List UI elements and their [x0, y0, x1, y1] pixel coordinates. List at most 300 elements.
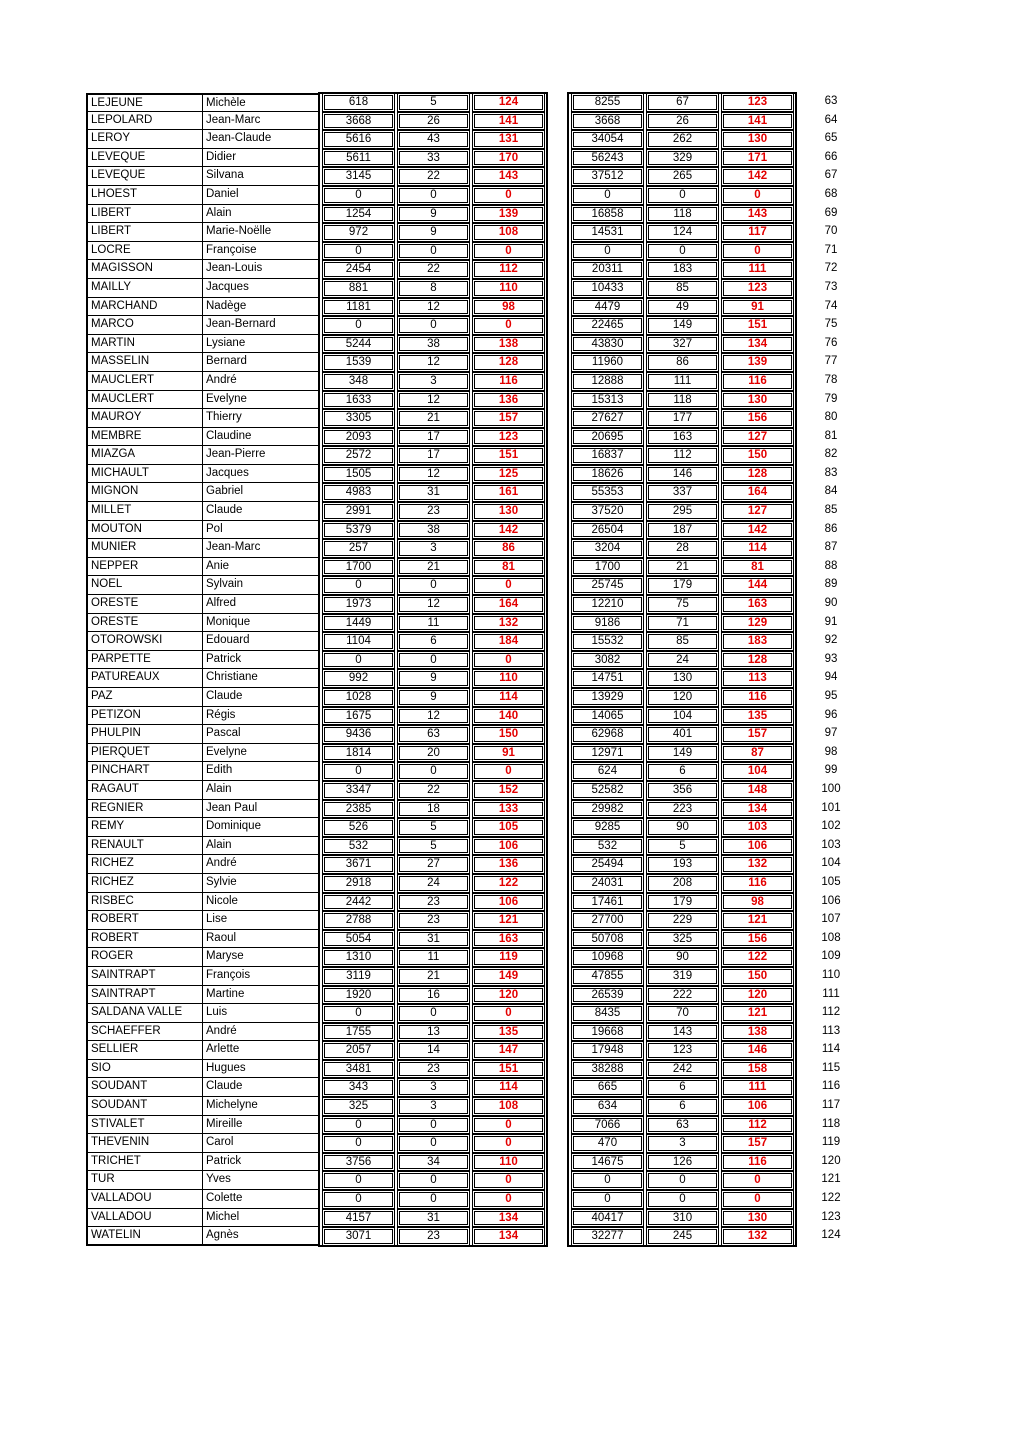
value-a1-cell: 5244: [322, 335, 395, 354]
score-1-cell: 0: [472, 1190, 545, 1209]
value-a2-cell: 38288: [571, 1060, 644, 1079]
score-2-cell: 146: [721, 1041, 794, 1060]
score-1-cell: 108: [472, 1097, 545, 1116]
value-b1-cell: 0: [397, 316, 470, 335]
value-a1-cell: 881: [322, 279, 395, 298]
value-a2-cell: 16837: [571, 446, 644, 465]
value-b1-cell: 11: [397, 948, 470, 967]
value-b1-cell: 13: [397, 1023, 470, 1042]
value-a1-cell: 3305: [322, 409, 395, 428]
value-a1-cell: 0: [322, 1171, 395, 1190]
value-a2-cell: 15313: [571, 391, 644, 410]
score-1-cell: 119: [472, 948, 545, 967]
value-b2-cell: 242: [646, 1060, 719, 1079]
value-b2-cell: 24: [646, 651, 719, 670]
value-a2-cell: 25745: [571, 576, 644, 595]
score-1-cell: 151: [472, 1060, 545, 1079]
value-a2-cell: 37520: [571, 502, 644, 521]
last-name-cell: REMY: [86, 818, 203, 837]
value-b2-cell: 90: [646, 948, 719, 967]
last-name-cell: SCHAEFFER: [86, 1023, 203, 1042]
first-name-cell: Anie: [203, 558, 320, 577]
score-2-cell: 111: [721, 260, 794, 279]
last-name-cell: PHULPIN: [86, 725, 203, 744]
last-name-cell: LHOEST: [86, 186, 203, 205]
value-a2-cell: 25494: [571, 855, 644, 874]
value-b2-cell: 401: [646, 725, 719, 744]
value-a2-cell: 9186: [571, 614, 644, 633]
table-row: [86, 428, 846, 447]
score-2-cell: 157: [721, 1134, 794, 1153]
row-number-cell: 74: [824, 299, 838, 312]
value-b1-cell: 27: [397, 855, 470, 874]
first-name-cell: Gabriel: [203, 483, 320, 502]
value-b2-cell: 262: [646, 130, 719, 149]
value-a1-cell: 2788: [322, 911, 395, 930]
table-row: [86, 762, 846, 781]
table-row: [86, 149, 846, 168]
row-number-cell: 97: [824, 727, 838, 740]
score-1-cell: 164: [472, 595, 545, 614]
value-a1-cell: 4983: [322, 483, 395, 502]
value-b1-cell: 22: [397, 260, 470, 279]
table-body: [86, 93, 846, 1246]
value-a2-cell: 14675: [571, 1153, 644, 1172]
score-1-cell: 141: [472, 112, 545, 131]
value-a1-cell: 3671: [322, 855, 395, 874]
score-2-cell: 143: [721, 205, 794, 224]
value-b2-cell: 104: [646, 707, 719, 726]
table-row: [86, 855, 846, 874]
value-b2-cell: 5: [646, 837, 719, 856]
last-name-cell: MICHAULT: [86, 465, 203, 484]
score-2-cell: 114: [721, 539, 794, 558]
value-a2-cell: 14065: [571, 707, 644, 726]
value-a2-cell: 52582: [571, 781, 644, 800]
value-a1-cell: 2454: [322, 260, 395, 279]
score-1-cell: 151: [472, 446, 545, 465]
first-name-cell: Monique: [203, 614, 320, 633]
table-row: [86, 781, 846, 800]
last-name-cell: SOUDANT: [86, 1097, 203, 1116]
score-2-cell: 122: [721, 948, 794, 967]
score-1-cell: 147: [472, 1041, 545, 1060]
table-row: [86, 632, 846, 651]
score-2-cell: 0: [721, 1190, 794, 1209]
value-a1-cell: 1675: [322, 707, 395, 726]
value-b2-cell: 111: [646, 372, 719, 391]
value-b1-cell: 38: [397, 335, 470, 354]
row-number-cell: 117: [821, 1099, 841, 1112]
last-name-cell: LIBERT: [86, 223, 203, 242]
score-2-cell: 121: [721, 911, 794, 930]
score-2-cell: 117: [721, 223, 794, 242]
value-b1-cell: 3: [397, 1078, 470, 1097]
value-b2-cell: 3: [646, 1134, 719, 1153]
row-number-cell: 108: [821, 931, 841, 944]
score-2-cell: 142: [721, 167, 794, 186]
table-row: [86, 669, 846, 688]
first-name-cell: Sylvie: [203, 874, 320, 893]
value-a1-cell: 1755: [322, 1023, 395, 1042]
value-b1-cell: 6: [397, 632, 470, 651]
table-row: [86, 335, 846, 354]
value-a1-cell: 1920: [322, 986, 395, 1005]
table-row: [86, 1116, 846, 1135]
value-b2-cell: 112: [646, 446, 719, 465]
value-a1-cell: 2991: [322, 502, 395, 521]
table-row: [86, 595, 846, 614]
value-b1-cell: 23: [397, 893, 470, 912]
row-number-cell: 82: [824, 448, 838, 461]
table-row: [86, 130, 846, 149]
first-name-cell: Alfred: [203, 595, 320, 614]
value-a1-cell: 343: [322, 1078, 395, 1097]
value-b1-cell: 9: [397, 669, 470, 688]
value-b2-cell: 86: [646, 353, 719, 372]
value-a2-cell: 20311: [571, 260, 644, 279]
value-b1-cell: 31: [397, 483, 470, 502]
last-name-cell: VALLADOU: [86, 1190, 203, 1209]
score-2-cell: 123: [721, 279, 794, 298]
value-b1-cell: 12: [397, 465, 470, 484]
value-a2-cell: 0: [571, 186, 644, 205]
value-a1-cell: 325: [322, 1097, 395, 1116]
row-number-cell: 115: [821, 1061, 841, 1074]
first-name-cell: Carol: [203, 1134, 320, 1153]
last-name-cell: PARPETTE: [86, 651, 203, 670]
value-a2-cell: 13929: [571, 688, 644, 707]
value-a1-cell: 618: [322, 93, 395, 112]
row-number-cell: 95: [824, 690, 838, 702]
score-1-cell: 125: [472, 465, 545, 484]
last-name-cell: NEPPER: [86, 558, 203, 577]
table-row: [86, 576, 846, 595]
value-a1-cell: 972: [322, 223, 395, 242]
score-1-cell: 138: [472, 335, 545, 354]
value-b1-cell: 21: [397, 409, 470, 428]
first-name-cell: Régis: [203, 707, 320, 726]
value-b1-cell: 21: [397, 558, 470, 577]
last-name-cell: TUR: [86, 1171, 203, 1190]
table-row: [86, 539, 846, 558]
value-a1-cell: 1449: [322, 614, 395, 633]
score-2-cell: 157: [721, 725, 794, 744]
last-name-cell: MUNIER: [86, 539, 203, 558]
score-1-cell: 0: [472, 762, 545, 781]
value-b1-cell: 0: [397, 186, 470, 205]
value-a2-cell: 24031: [571, 874, 644, 893]
score-1-cell: 163: [472, 930, 545, 949]
value-b2-cell: 208: [646, 874, 719, 893]
row-number-cell: 124: [821, 1229, 841, 1242]
value-a1-cell: 3145: [322, 167, 395, 186]
value-b2-cell: 0: [646, 1171, 719, 1190]
row-number-cell: 104: [821, 857, 841, 870]
value-b2-cell: 6: [646, 1097, 719, 1116]
last-name-cell: THEVENIN: [86, 1134, 203, 1153]
value-b1-cell: 0: [397, 1134, 470, 1153]
value-a2-cell: 3082: [571, 651, 644, 670]
value-a2-cell: 634: [571, 1097, 644, 1116]
table-row: [86, 1004, 846, 1023]
value-b1-cell: 17: [397, 428, 470, 447]
value-a2-cell: 1700: [571, 558, 644, 577]
score-1-cell: 105: [472, 818, 545, 837]
value-a1-cell: 3347: [322, 781, 395, 800]
first-name-cell: Michèle: [203, 93, 320, 112]
value-a1-cell: 0: [322, 186, 395, 205]
last-name-cell: MILLET: [86, 502, 203, 521]
row-number-cell: 122: [821, 1192, 841, 1205]
table-row: [86, 1171, 846, 1190]
score-2-cell: 132: [721, 1227, 794, 1246]
table-row: [86, 558, 846, 577]
value-b1-cell: 23: [397, 1060, 470, 1079]
last-name-cell: ROGER: [86, 948, 203, 967]
table-row: [86, 893, 846, 912]
row-number-cell: 111: [822, 987, 840, 1000]
score-1-cell: 124: [472, 93, 545, 112]
value-b2-cell: 75: [646, 595, 719, 614]
value-a2-cell: 665: [571, 1078, 644, 1097]
table-row: [86, 483, 846, 502]
score-2-cell: 138: [721, 1023, 794, 1042]
table-row: [86, 186, 846, 205]
score-1-cell: 108: [472, 223, 545, 242]
row-number-cell: 79: [824, 392, 838, 405]
first-name-cell: André: [203, 1023, 320, 1042]
row-number-cell: 107: [821, 913, 841, 926]
value-a1-cell: 9436: [322, 725, 395, 744]
value-b1-cell: 26: [397, 112, 470, 131]
value-a2-cell: 15532: [571, 632, 644, 651]
value-b2-cell: 67: [646, 93, 719, 112]
value-a1-cell: 3481: [322, 1060, 395, 1079]
row-number-cell: 91: [824, 615, 838, 628]
last-name-cell: WATELIN: [86, 1227, 203, 1246]
row-number-cell: 89: [824, 578, 838, 591]
first-name-cell: Edouard: [203, 632, 320, 651]
value-b1-cell: 23: [397, 911, 470, 930]
score-1-cell: 114: [472, 1078, 545, 1097]
score-2-cell: 129: [721, 614, 794, 633]
last-name-cell: RAGAUT: [86, 781, 203, 800]
score-2-cell: 130: [721, 1209, 794, 1228]
value-b2-cell: 85: [646, 632, 719, 651]
table-row: [86, 967, 846, 986]
value-a2-cell: 14531: [571, 223, 644, 242]
value-b1-cell: 0: [397, 651, 470, 670]
score-1-cell: 139: [472, 205, 545, 224]
first-name-cell: Bernard: [203, 353, 320, 372]
value-a2-cell: 0: [571, 242, 644, 261]
value-a1-cell: 4157: [322, 1209, 395, 1228]
first-name-cell: Claude: [203, 688, 320, 707]
table-row: [86, 1041, 846, 1060]
score-1-cell: 157: [472, 409, 545, 428]
score-1-cell: 0: [472, 1004, 545, 1023]
score-1-cell: 106: [472, 893, 545, 912]
value-b2-cell: 183: [646, 260, 719, 279]
first-name-cell: Nicole: [203, 893, 320, 912]
first-name-cell: André: [203, 855, 320, 874]
score-2-cell: 98: [721, 893, 794, 912]
value-b1-cell: 5: [397, 93, 470, 112]
value-b1-cell: 3: [397, 539, 470, 558]
table-row: [86, 167, 846, 186]
row-number-cell: 101: [821, 801, 841, 814]
value-b2-cell: 329: [646, 149, 719, 168]
value-a1-cell: 1254: [322, 205, 395, 224]
score-1-cell: 112: [472, 260, 545, 279]
value-b1-cell: 0: [397, 1190, 470, 1209]
table-row: [86, 744, 846, 763]
value-a2-cell: 0: [571, 1190, 644, 1209]
score-1-cell: 0: [472, 1134, 545, 1153]
score-1-cell: 136: [472, 391, 545, 410]
score-1-cell: 128: [472, 353, 545, 372]
value-a1-cell: 1028: [322, 688, 395, 707]
last-name-cell: RICHEZ: [86, 874, 203, 893]
first-name-cell: Marie-Noëlle: [203, 223, 320, 242]
table-row: [86, 651, 846, 670]
table-row: [86, 1134, 846, 1153]
row-number-cell: 120: [821, 1154, 841, 1167]
value-a2-cell: 7066: [571, 1116, 644, 1135]
value-b1-cell: 12: [397, 595, 470, 614]
first-name-cell: Colette: [203, 1190, 320, 1209]
score-2-cell: 127: [721, 428, 794, 447]
value-b2-cell: 223: [646, 800, 719, 819]
value-a2-cell: 26504: [571, 521, 644, 540]
value-a1-cell: 2057: [322, 1041, 395, 1060]
row-number-cell: 83: [824, 466, 838, 479]
score-2-cell: 128: [721, 465, 794, 484]
score-2-cell: 113: [721, 669, 794, 688]
score-2-cell: 150: [721, 967, 794, 986]
value-a1-cell: 1814: [322, 744, 395, 763]
last-name-cell: PINCHART: [86, 762, 203, 781]
value-a2-cell: 470: [571, 1134, 644, 1153]
last-name-cell: TRICHET: [86, 1153, 203, 1172]
row-number-cell: 72: [824, 262, 838, 275]
last-name-cell: MAUCLERT: [86, 391, 203, 410]
row-number-cell: 69: [824, 206, 838, 219]
score-1-cell: 133: [472, 800, 545, 819]
value-a1-cell: 1181: [322, 298, 395, 317]
value-b2-cell: 118: [646, 205, 719, 224]
value-b1-cell: 0: [397, 1116, 470, 1135]
value-b1-cell: 8: [397, 279, 470, 298]
score-2-cell: 134: [721, 335, 794, 354]
value-b2-cell: 327: [646, 335, 719, 354]
row-number-cell: 75: [824, 318, 838, 331]
value-b1-cell: 20: [397, 744, 470, 763]
value-a2-cell: 56243: [571, 149, 644, 168]
score-1-cell: 114: [472, 688, 545, 707]
value-a2-cell: 37512: [571, 167, 644, 186]
first-name-cell: Hugues: [203, 1060, 320, 1079]
score-1-cell: 0: [472, 186, 545, 205]
score-2-cell: 151: [721, 316, 794, 335]
row-number-cell: 66: [824, 150, 838, 163]
table-row: [86, 837, 846, 856]
score-2-cell: 148: [721, 781, 794, 800]
value-a1-cell: 2442: [322, 893, 395, 912]
row-number-cell: 78: [824, 373, 838, 386]
first-name-cell: Françoise: [203, 242, 320, 261]
table-row: [86, 948, 846, 967]
value-b2-cell: 179: [646, 576, 719, 595]
score-2-cell: 139: [721, 353, 794, 372]
first-name-cell: Alain: [203, 205, 320, 224]
first-name-cell: Jean-Marc: [203, 539, 320, 558]
value-b1-cell: 21: [397, 967, 470, 986]
value-b1-cell: 12: [397, 391, 470, 410]
first-name-cell: Christiane: [203, 669, 320, 688]
score-2-cell: 128: [721, 651, 794, 670]
last-name-cell: SAINTRAPT: [86, 986, 203, 1005]
value-b1-cell: 18: [397, 800, 470, 819]
score-1-cell: 170: [472, 149, 545, 168]
value-b2-cell: 310: [646, 1209, 719, 1228]
row-number-cell: 73: [824, 280, 838, 293]
score-1-cell: 184: [472, 632, 545, 651]
last-name-cell: SELLIER: [86, 1041, 203, 1060]
row-number-cell: 67: [824, 169, 838, 182]
score-1-cell: 122: [472, 874, 545, 893]
row-number-cell: 92: [824, 634, 838, 647]
score-2-cell: 106: [721, 837, 794, 856]
value-b2-cell: 222: [646, 986, 719, 1005]
value-b2-cell: 85: [646, 279, 719, 298]
last-name-cell: LOCRE: [86, 242, 203, 261]
score-2-cell: 164: [721, 483, 794, 502]
table-row: [86, 707, 846, 726]
score-2-cell: 171: [721, 149, 794, 168]
last-name-cell: LEJEUNE: [86, 93, 203, 112]
score-1-cell: 136: [472, 855, 545, 874]
score-2-cell: 121: [721, 1004, 794, 1023]
score-1-cell: 130: [472, 502, 545, 521]
row-number-cell: 70: [824, 225, 838, 238]
first-name-cell: Pol: [203, 521, 320, 540]
value-a2-cell: 43830: [571, 335, 644, 354]
table-row: [86, 279, 846, 298]
value-a1-cell: 348: [322, 372, 395, 391]
first-name-cell: Jean-Claude: [203, 130, 320, 149]
row-number-cell: 96: [824, 708, 838, 721]
row-number-cell: 85: [824, 504, 838, 517]
value-b2-cell: 130: [646, 669, 719, 688]
table-row: [86, 1227, 846, 1246]
table-row: [86, 372, 846, 391]
row-number-cell: 76: [824, 336, 838, 349]
value-b1-cell: 0: [397, 576, 470, 595]
value-a1-cell: 2918: [322, 874, 395, 893]
value-a1-cell: 5611: [322, 149, 395, 168]
value-b2-cell: 90: [646, 818, 719, 837]
row-number-cell: 119: [821, 1136, 841, 1149]
last-name-cell: PATUREAUX: [86, 669, 203, 688]
value-a2-cell: 12971: [571, 744, 644, 763]
first-name-cell: Didier: [203, 149, 320, 168]
first-name-cell: Claudine: [203, 428, 320, 447]
value-b1-cell: 0: [397, 762, 470, 781]
value-a1-cell: 0: [322, 762, 395, 781]
value-b2-cell: 126: [646, 1153, 719, 1172]
